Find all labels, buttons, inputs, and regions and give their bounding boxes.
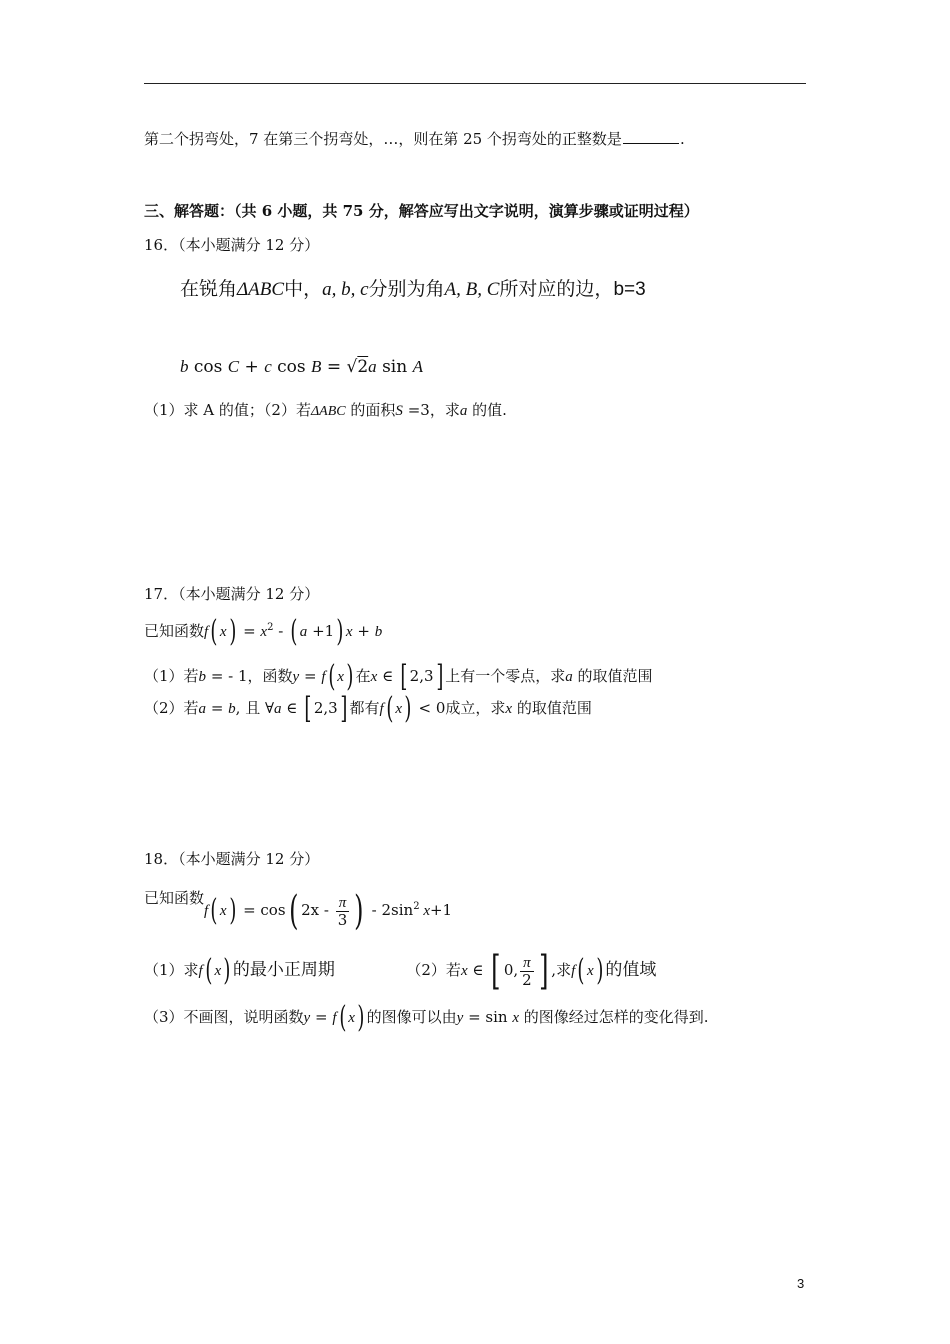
q18-function: 已知函数f( x) = cos( 2x - $\frac{\pi}{3}$ ) - $2\sin^2$ x+1 [144,888,453,934]
pi-over-2-fraction: $\frac{\pi}{2}$ [522,954,532,989]
q18-header: 18．（本小题满分 12 分） [144,850,320,868]
answer-blank [623,129,679,144]
q18-parts-1-2: （1）求f( x) 的最小正周期 （2）若x ∈ [ 0, $\frac{\pi}{2}$ ] ,求f( x) 的值域 [144,948,657,994]
q16-statement: 在锐角ΔABC中，a, b, c分别为角A, B, C所对应的边，b=3 [180,278,646,300]
q16-header: 16．（本小题满分 12 分） [144,236,320,254]
pi-over-3-fraction: $\frac{\pi}{3}$ [337,894,348,929]
q17-part1: （1）若b = - 1，函数y = f( x) 在x ∈ [ 2,3] 上有一个零点，求a 的取值范围 [144,659,653,694]
sqrt-symbol: √ [346,357,358,377]
section-heading: 三、解答题：（共 6 小题，共 75 分，解答应写出文字说明，演算步骤或证明过程） [144,202,699,220]
q16-subquestions: （1）求 A 的值；（2）若ΔABC 的面积S =3，求a 的值. [144,401,507,419]
q16-equation: b cos C + c cos B = √2a sin A [180,357,423,377]
header-rule [144,83,806,84]
q18-part3: （3）不画图，说明函数y = f( x) 的图像可以由y = sin x 的图像经过怎样的变化得到. [144,1000,709,1035]
q17-function: 已知函数f( $x) = x^2$ - ( a +1) x + b [144,614,383,649]
page-number: 3 [797,1276,805,1291]
continuation-line: 第二个拐弯处，7 在第三个拐弯处，…，则在第 25 个拐弯处的正整数是 . [144,130,685,148]
q17-header: 17．（本小题满分 12 分） [144,585,320,603]
q17-part2: （2）若a = b, 且 ∀a ∈ [ 2,3] 都有f( x) < 0成立，求x 的取值范围 [144,691,592,726]
